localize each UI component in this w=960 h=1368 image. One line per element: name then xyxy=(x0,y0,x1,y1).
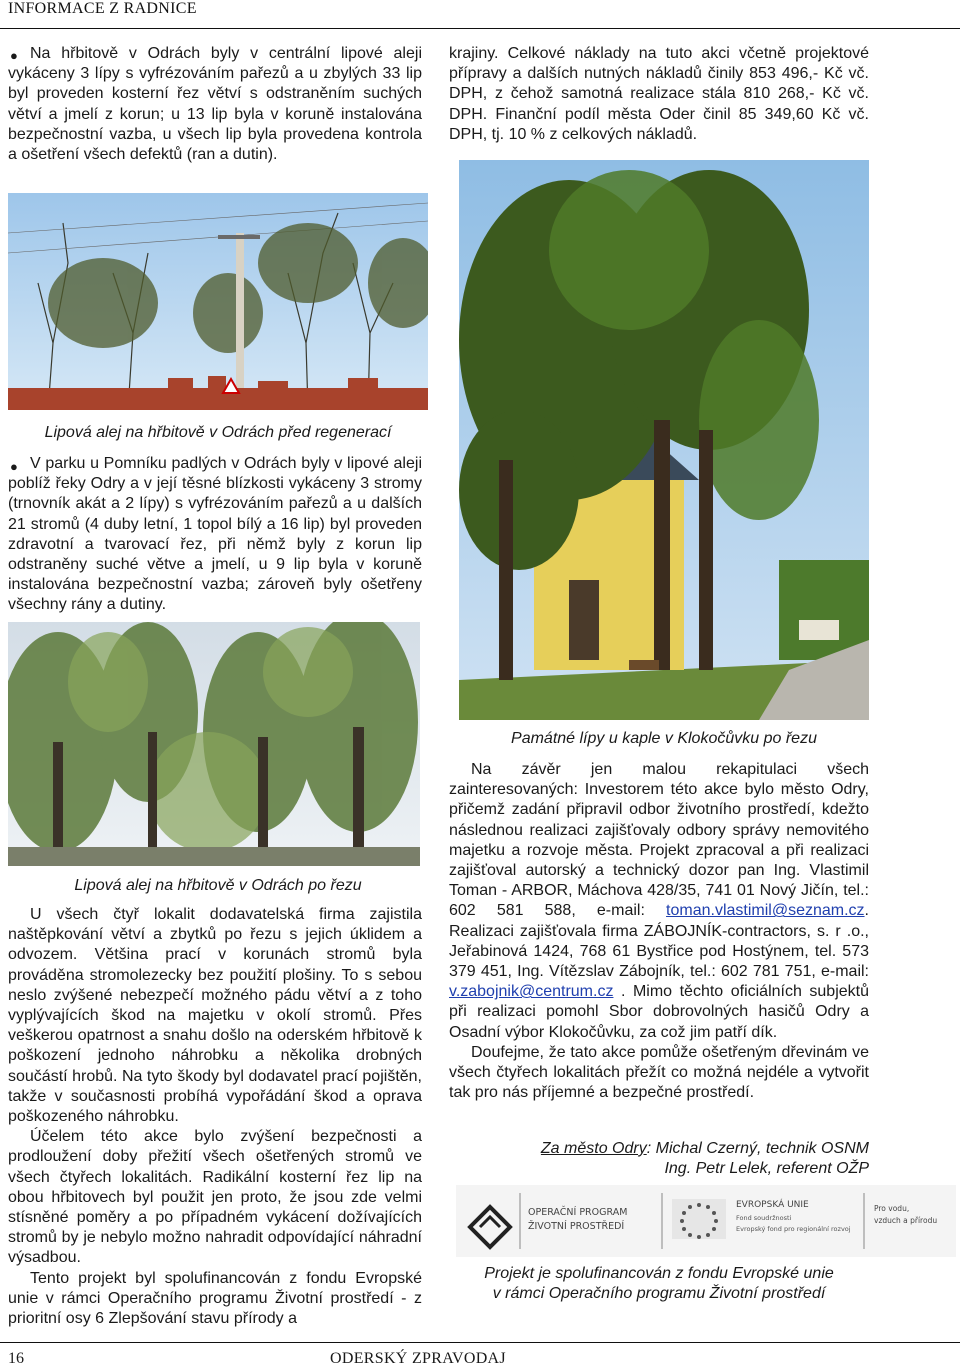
email-link-toman[interactable]: toman.vlastimil@seznam.cz xyxy=(666,902,865,920)
motto1: Pro vodu, xyxy=(874,1204,910,1213)
recap-text: Na závěr jen malou rekapitulaci všech zainteresovaných: Investorem této akce bylo město Odry, přičemž zadání připravil odbor životního prostředí, kdežto následnou realizaci zajišťovaly odbory správy nemovitého majetku a rozvoje města. Projekt zpracoval a při realizaci zajišťoval autorský a technický dozor pan Ing. Vlastimil Toman - ARBOR, Máchova 428/35, 741 01 Nový Jičín, tel.: 602 581 588, e-mail: xyxy=(449,761,869,920)
email-link-zabojnik[interactable]: v.zabojnik@centrum.cz xyxy=(449,983,614,1001)
signature-line-2: Ing. Petr Lelek, referent OŽP xyxy=(664,1160,869,1177)
caption-before: Lipová alej na hřbitově v Odrách před regenerací xyxy=(44,424,392,441)
op-line1: OPERAČNÍ PROGRAM xyxy=(528,1207,628,1218)
bullet-icon: ● xyxy=(10,48,18,63)
bullet-paragraph-1: Na hřbitově v Odrách byly v centrální lipové aleji vykáceny 3 lípy s vyfrézováním pařezů a u zbylých 33 lip byl proveden kosterní řez větví s odstraněním suchých větví a jmelí z korun; u 13 lip byla v koruně instalována bezpečnostní vazba, u všech lip byla provedena kontrola a ošetření všech defektů (ran a dutin). xyxy=(8,45,422,164)
footer-divider xyxy=(0,1342,960,1343)
header-divider xyxy=(0,28,960,29)
cost-paragraph xyxy=(449,44,869,145)
photo-cemetery-before xyxy=(8,193,428,410)
photo-cemetery-after xyxy=(8,622,420,866)
eu-sub2: Evropský fond pro regionální rozvoj xyxy=(736,1225,851,1233)
eu-flag-icon xyxy=(672,1199,726,1239)
funding-caption-line2: v rámci Operačního programu Životní prostředí xyxy=(492,1285,826,1302)
bullet-icon: ● xyxy=(10,459,18,474)
body-paragraph xyxy=(449,760,869,1043)
photo-chapel-lindens xyxy=(459,160,869,720)
recap-text: . Mimo těchto oficiálních subjektů při realizaci pomohl Sbor dobrovolných hasičů Odry a Osadní výbor Klokočůvku, za což jim patří dík. xyxy=(449,983,869,1041)
op-line2: ŽIVOTNÍ PROSTŘEDÍ xyxy=(528,1221,625,1232)
recap-text: . Realizaci zajišťovala firma ZÁBOJNÍK-contractors, s. r .o., Jeřabinová 1424, 768 61 Bystřice pod Hostýnem, tel. 573 379 451, Ing. Vítězslav Zábojník, tel.: 602 781 751, e-mail: xyxy=(449,902,869,981)
cost-text: krajiny. Celkové náklady na tuto akci včetně projektové přípravy a dalších nutných nákladů činily 853 496,- Kč vč. DPH, z čehož samotná realizace stála 810 268,- Kč vč. DPH. Finanční podíl města Oder činil 85 349,60 Kč vč. DPH, tj. 10 % z celkových nákladů. xyxy=(449,45,869,143)
funding-caption xyxy=(449,1264,869,1304)
funding-caption-line1: Projekt je spolufinancován z fondu Evropské unie xyxy=(484,1265,834,1282)
eu-sub1: Fond soudržnosti xyxy=(736,1214,792,1222)
signature-city: Za město Odry xyxy=(540,1140,647,1157)
body-paragraph: Účelem této akce bylo zvýšení bezpečnosti a prodloužení doby přežití všech ošetřených stromů ve všech čtyřech lokalitách. Radikální kosterní řez lip na obou hřbitovech byl použit jen proto, že jsou zde velmi stísněné poměry a po případném vykácení dožívajících stromů by je nebylo možno nahradit odpovídající náhradní výsadbou. xyxy=(8,1128,422,1267)
right-body xyxy=(449,760,869,1103)
motto2: vzduch a přírodu xyxy=(874,1216,938,1225)
left-body xyxy=(8,905,422,1329)
section-title: INFORMACE Z RADNICE xyxy=(8,0,197,17)
body-paragraph: Tento projekt byl spolufinancován z fondu Evropské unie v rámci Operačního programu Životní prostředí - z prioritní osy 6 Zlepšování stavu přírody a xyxy=(8,1269,422,1328)
journal-name: ODERSKÝ ZPRAVODAJ xyxy=(330,1350,506,1367)
caption-after: Lipová alej na hřbitově v Odrách po řezu xyxy=(74,877,362,894)
eu-title: EVROPSKÁ UNIE xyxy=(736,1200,809,1210)
body-paragraph: U všech čtyř lokalit dodavatelská firma zajistila naštěpkování větví a zbytků po řezu s jejich úklidem a odvozem. Většina prací v korunách stromů byla prováděna stromolezecky bez použití plošiny. To s sebou neslo zvýšené nebezpečí možného pádu větví a z toho vyplývajících škod na majetku v okolí stromů. Přes veškerou opatrnost a snahu došlo na oderském hřbitově k poškození jednoho náhrobku a několika drobných součástí hrobů. Na tyto škody byl dodavatel prací pojištěn, takže v současnosti probíhá vypořádání škod a oprava poškozeného náhrobku. xyxy=(8,906,422,1126)
eu-logo-strip xyxy=(456,1185,956,1257)
bullet-paragraph-2: V parku u Pomníku padlých v Odrách byly v lipové aleji poblíž řeky Odry a v její těsné blízkosti vykáceny 3 stromy (trnovník akát a 2 lípy) s vyfrézováním pařezů a u dalších 21 stromů (4 duby letní, 1 topol bílý a 16 lip) byl proveden zdravotní a tvarovací řez, při němž byly z korun lip odstraněny suché větve a jmelí, u 9 lip byla v koruně instalována bezpečnostní vazba; zároveň byly ošetřeny všechny rány a dutiny. xyxy=(8,455,422,614)
signature-name-1: : Michal Czerný, technik OSNM xyxy=(646,1140,869,1157)
signature-line-1 xyxy=(449,1140,869,1158)
caption-chapel: Památné lípy u kaple v Klokočůvku po řezu xyxy=(511,730,817,747)
body-paragraph: Doufejme, že tato akce pomůže ošetřeným dřevinám ve všech čtyřech lokalitách přežít co možná nejdéle a vytvořit tak pro nás příjemné a bezpečné prostředí. xyxy=(449,1043,869,1102)
page-number: 16 xyxy=(8,1350,24,1367)
